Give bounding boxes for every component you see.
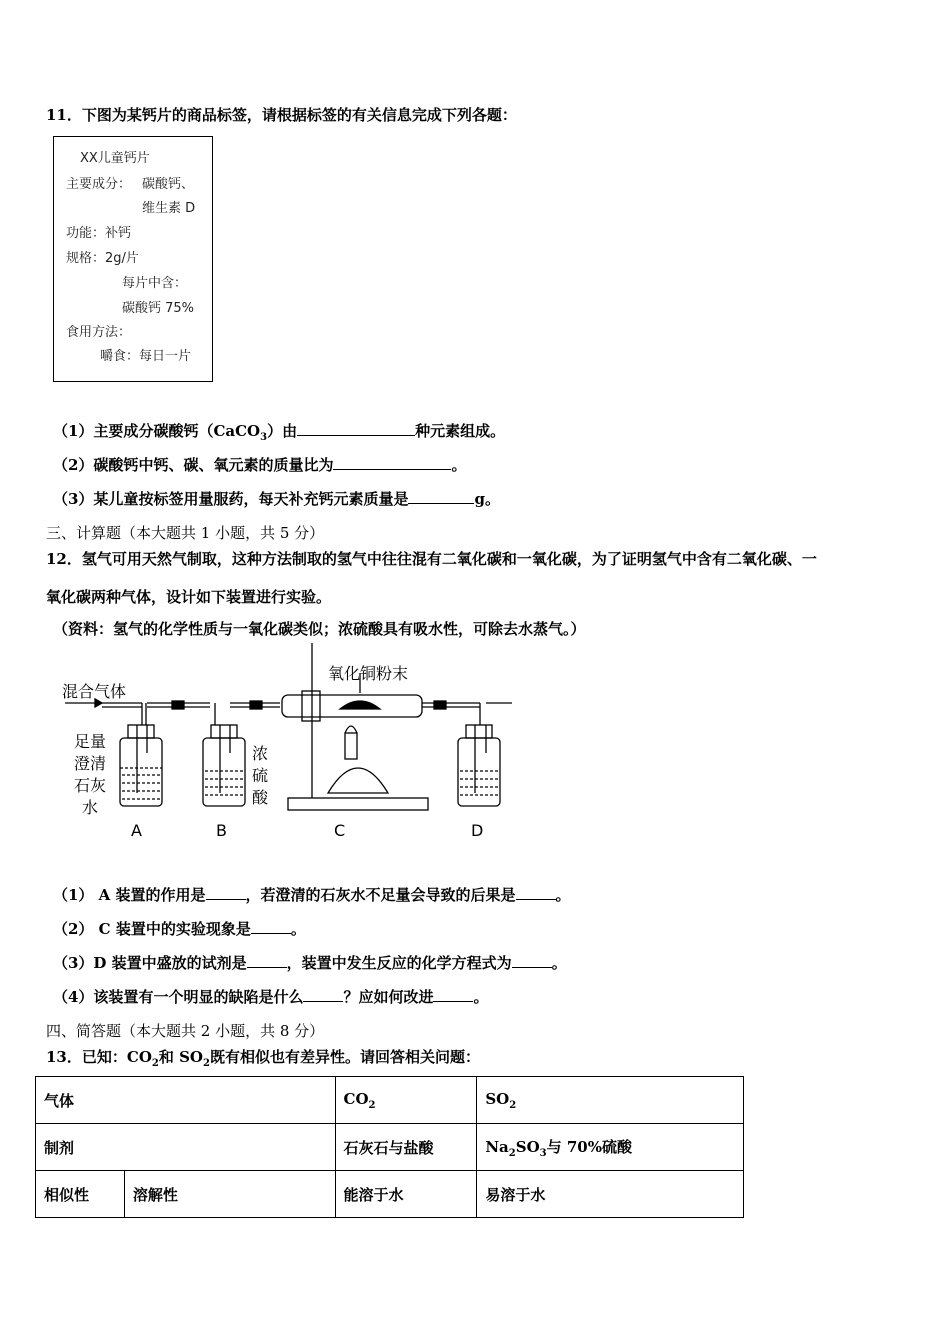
bottle-a <box>120 703 162 806</box>
product-label <box>53 136 213 382</box>
label-b: B <box>216 821 227 840</box>
table-cell-gas: 气体 <box>36 1077 336 1124</box>
q12-part3 <box>53 952 567 973</box>
label-ingredients-2: 维生素 D <box>142 201 196 216</box>
label-ingredients-1: 碳酸钙、 <box>142 177 195 192</box>
q12-part3-text-c: 。 <box>551 954 567 972</box>
q11-part2 <box>53 454 466 475</box>
q12-part4-blank-1[interactable] <box>303 987 343 1002</box>
q12-part4-blank-2[interactable] <box>433 987 473 1002</box>
q11-part1-blank[interactable] <box>297 421 415 436</box>
na-sub: 2 <box>508 1147 516 1159</box>
q12-note: （资料：氢气的化学性质与一氧化碳类似；浓硫酸具有吸水性，可除去水蒸气。） <box>53 620 586 638</box>
q11-part3-text-b: g。 <box>474 490 500 508</box>
q12-part2-text-a: （2） C 装置中的实验现象是 <box>53 920 251 938</box>
so3-sub: 3 <box>539 1147 547 1159</box>
q11-part3-blank[interactable] <box>408 489 474 504</box>
q11-part2-blank[interactable] <box>333 455 451 470</box>
q11-part3-text-a: （3）某儿童按标签用量服药，每天补充钙元素质量是 <box>53 490 409 508</box>
q12-part3-blank-2[interactable] <box>512 953 552 968</box>
table-cell-so2-reagent <box>477 1124 744 1171</box>
table-cell-so2-solubility: 易溶于水 <box>477 1171 744 1218</box>
table-cell-so2 <box>477 1077 744 1124</box>
table-row <box>36 1077 744 1124</box>
q11-part1-text-c: 种元素组成。 <box>415 422 506 440</box>
q12-part4 <box>53 986 488 1007</box>
label-c: C <box>334 821 346 840</box>
q13-intro-b: 和 SO <box>158 1048 203 1066</box>
label-function: 功能：补钙 <box>66 226 132 241</box>
q13-intro-sub1: 2 <box>151 1058 159 1069</box>
na-text: Na <box>485 1137 509 1156</box>
label-limewater-2: 澄清 <box>74 754 107 773</box>
q12-line1: 12．氢气可用天然气制取，这种方法制取的氢气中往往混有二氧化碳和一氧化碳，为了证明氢气中含有二氧化碳、一 <box>46 550 817 568</box>
q12-part3-text-b: ，装置中发生反应的化学方程式为 <box>286 954 512 972</box>
co2-sub: 2 <box>368 1099 376 1111</box>
label-usage: 食用方法： <box>66 325 132 340</box>
label-ingredients-key: 主要成分： <box>66 177 132 192</box>
q11-part1-text-a: （1）主要成分碳酸钙（CaCO <box>53 422 261 440</box>
table-cell-solubility: 溶解性 <box>124 1171 335 1218</box>
label-usage-detail: 嚼食：每日一片 <box>100 349 192 364</box>
label-caco3-pct: 碳酸钙 75% <box>122 301 195 316</box>
label-per-tablet: 每片中含： <box>122 276 188 291</box>
label-copper-oxide: 氧化铜粉末 <box>328 664 409 683</box>
table-cell-reagent: 制剂 <box>36 1124 336 1171</box>
q12-part3-blank-1[interactable] <box>247 953 287 968</box>
q11-part3 <box>53 488 500 509</box>
q11-part2-text-a: （2）碳酸钙中钙、碳、氧元素的质量比为 <box>53 456 334 474</box>
label-d: D <box>471 821 484 840</box>
label-title: XX儿童钙片 <box>80 151 150 166</box>
so3-text: SO <box>515 1137 540 1156</box>
so2-text: SO <box>485 1089 510 1108</box>
label-spec: 规格：2g/片 <box>66 251 139 266</box>
table-row <box>36 1171 744 1218</box>
q11-part1 <box>53 420 505 443</box>
q12-part4-text-a: （4）该装置有一个明显的缺陷是什么 <box>53 988 304 1006</box>
label-limewater-4: 水 <box>82 798 99 817</box>
q13-intro-sub2: 2 <box>202 1058 210 1069</box>
q12-part1 <box>53 884 571 905</box>
section-3-heading: 三、计算题（本大题共 1 小题，共 5 分） <box>46 524 325 542</box>
q12-part4-text-b: ？应如何改进 <box>343 988 434 1006</box>
q13-intro <box>46 1046 480 1069</box>
label-limewater-3: 石灰 <box>74 776 107 795</box>
so2-sub: 2 <box>509 1099 517 1111</box>
q12-part2 <box>53 918 306 939</box>
experiment-apparatus <box>50 643 520 848</box>
acid-text: 与 70%硫酸 <box>546 1137 632 1156</box>
bottle-d <box>458 703 512 806</box>
q12-part1-text-c: 。 <box>555 886 571 904</box>
q12-part2-text-b: 。 <box>290 920 306 938</box>
section-4-heading: 四、简答题（本大题共 2 小题，共 8 分） <box>46 1022 325 1040</box>
q11-part1-sub: 3 <box>260 432 268 443</box>
q11-part1-text-b: ）由 <box>267 422 298 440</box>
q11-intro: 11．下图为某钙片的商品标签，请根据标签的有关信息完成下列各题： <box>46 106 517 124</box>
q12-part1-blank-2[interactable] <box>516 885 556 900</box>
label-acid-1: 浓 <box>252 744 269 763</box>
label-mixed-gas: 混合气体 <box>62 682 127 701</box>
q13-intro-c: 既有相似也有差异性。请回答相关问题： <box>209 1048 480 1066</box>
q12-part1-text-a: （1） A 装置的作用是 <box>53 886 206 904</box>
table-cell-co2-reagent: 石灰石与盐酸 <box>335 1124 477 1171</box>
table-cell-co2-solubility: 能溶于水 <box>335 1171 477 1218</box>
table-cell-co2 <box>335 1077 477 1124</box>
q12-part4-text-c: 。 <box>473 988 489 1006</box>
apparatus-drawing <box>50 643 520 848</box>
table-cell-similarity: 相似性 <box>36 1171 125 1218</box>
table-row <box>36 1124 744 1171</box>
q13-intro-a: 13．已知：CO <box>46 1048 152 1066</box>
bottle-b <box>203 703 245 806</box>
q12-line2: 氧化碳两种气体，设计如下装置进行实验。 <box>46 588 332 606</box>
gas-comparison-table <box>35 1076 744 1218</box>
q12-part3-text-a: （3）D 装置中盛放的试剂是 <box>53 954 247 972</box>
q11-part2-text-b: 。 <box>451 456 467 474</box>
q12-part1-text-b: ，若澄清的石灰水不足量会导致的后果是 <box>245 886 516 904</box>
co2-text: CO <box>343 1089 369 1108</box>
q12-part2-blank[interactable] <box>251 919 291 934</box>
label-acid-3: 酸 <box>252 788 269 807</box>
label-a: A <box>131 821 142 840</box>
q12-part1-blank-1[interactable] <box>206 885 246 900</box>
label-limewater-1: 足量 <box>74 732 107 751</box>
label-acid-2: 硫 <box>252 766 269 785</box>
